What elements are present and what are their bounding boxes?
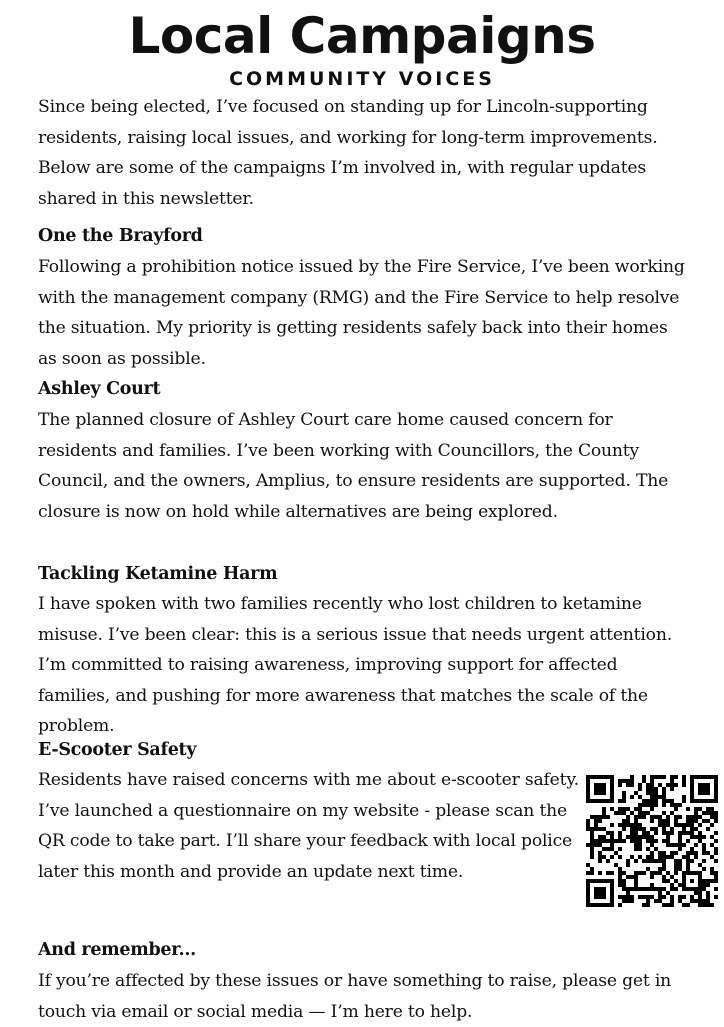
section-heading-brayford: One the Brayford: [38, 226, 203, 246]
section-heading-escooter: E-Scooter Safety: [38, 740, 197, 760]
section-body-brayford: Following a prohibition notice issued by the Fire Service, I’ve been working with the management company (RMG) and the Fire Service to help resolve the situation. My priority is getting residents safely back into their homes as soon as possible.: [38, 257, 685, 369]
closing-body: If you’re affected by these issues or have something to raise, please get in touch via email or social media — I’m here to help.: [38, 971, 672, 1022]
section-body-escooter: Residents have raised concerns with me about e-scooter safety. I’ve launched a questionnaire on my website - please scan the QR code to take part. I’ll share your feedback with local police later this month and provide an update next time.: [38, 770, 579, 882]
closing-heading: And remember...: [38, 940, 196, 960]
qr-code-icon[interactable]: [586, 775, 718, 907]
page-subtitle: COMMUNITY VOICES: [229, 68, 495, 90]
section-body-ashley-court: The planned closure of Ashley Court care home caused concern for residents and families. I’ve been working with Councillors, the County Council, and the owners, Amplius, to ensure residents are supported. The closure is now on hold while alternatives are being explored.: [38, 410, 669, 522]
section-heading-ketamine: Tackling Ketamine Harm: [38, 564, 278, 584]
section-heading-ashley-court: Ashley Court: [38, 379, 161, 399]
page-title: Local Campaigns: [128, 7, 596, 65]
intro-paragraph: Since being elected, I’ve focused on standing up for Lincoln-supporting residents, raising local issues, and working for long-term improvements. Below are some of the campaigns I’m involved in, with regular updates shared in this newsletter.: [38, 97, 658, 209]
section-body-ketamine: I have spoken with two families recently who lost children to ketamine misuse. I’ve been clear: this is a serious issue that needs urgent attention. I’m committed to raising awareness, improving support for affected families, and pushing for more awareness that matches the scale of the problem.: [38, 594, 672, 737]
